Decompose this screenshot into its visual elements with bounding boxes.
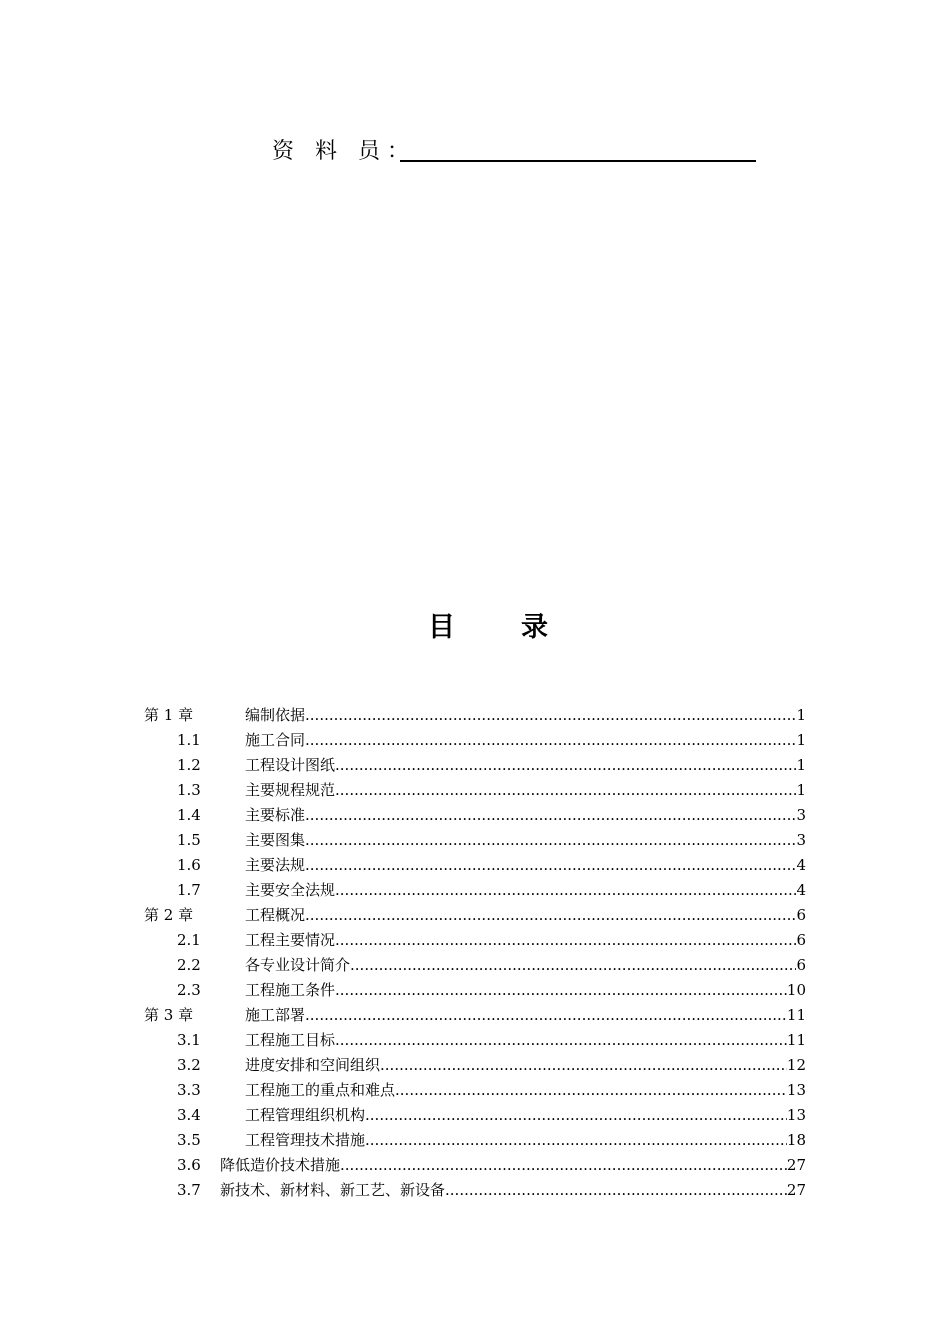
toc-entry-3-4[interactable] [144,1103,806,1128]
toc-entry-page: 1 [796,756,806,774]
toc-dot-leader [335,878,796,903]
toc-entry-text: 工程施工目标 [245,1028,335,1053]
toc-entry-text: 新技术、新材料、新工艺、新设备 [220,1178,445,1203]
toc-entry-1-7[interactable] [144,878,806,903]
toc-entry-page: 3 [796,831,806,849]
toc-entry-2-1[interactable] [144,928,806,953]
toc-entry-1-2[interactable] [144,753,806,778]
toc-entry-page: 1 [796,781,806,799]
toc-entry-1-1[interactable] [144,728,806,753]
toc-entry-3-7[interactable] [144,1178,806,1203]
toc-entry-number: 第 1 章 [144,706,194,724]
toc-entry-page: 13 [786,1106,806,1124]
toc-entry-text: 主要规程规范 [245,778,335,803]
toc-entry-chapter-1[interactable] [144,703,806,728]
toc-entry-number: 第 3 章 [144,1006,194,1024]
toc-entry-number: 第 2 章 [144,906,194,924]
signature-blank-line [400,160,756,162]
toc-entry-text: 主要法规 [245,853,305,878]
toc-dot-leader [305,728,796,753]
toc-entry-text: 工程主要情况 [245,928,335,953]
toc-entry-2-3[interactable] [144,978,806,1003]
toc-dot-leader [305,828,796,853]
toc-entry-number: 3.2 [177,1056,201,1074]
toc-entry-1-4[interactable] [144,803,806,828]
toc-dot-leader [350,953,796,978]
toc-dot-leader [305,803,796,828]
toc-entry-page: 18 [786,1131,806,1149]
toc-entry-page: 11 [786,1006,806,1024]
toc-dot-leader [335,1028,787,1053]
toc-entry-3-1[interactable] [144,1028,806,1053]
toc-entry-chapter-2[interactable] [144,903,806,928]
toc-entry-number: 3.5 [177,1131,201,1149]
toc-entry-text: 主要安全法规 [245,878,335,903]
toc-entry-page: 3 [796,806,806,824]
toc-entry-number: 3.1 [177,1031,201,1049]
toc-entry-number: 1.1 [177,731,201,749]
toc-dot-leader [335,778,796,803]
toc-entry-number: 3.4 [177,1106,201,1124]
toc-entry-2-2[interactable] [144,953,806,978]
toc-entry-3-5[interactable] [144,1128,806,1153]
toc-entry-page: 1 [796,731,806,749]
toc-entry-number: 1.3 [177,781,201,799]
toc-entry-number: 2.2 [177,956,201,974]
toc-entry-number: 2.3 [177,981,201,999]
toc-entry-page: 27 [786,1156,806,1174]
toc-entry-text: 施工合同 [245,728,305,753]
toc-dot-leader [365,1128,787,1153]
toc-dot-leader [445,1178,787,1203]
toc-entry-page: 6 [796,906,806,924]
toc-entry-number: 1.2 [177,756,201,774]
toc-entry-text: 工程设计图纸 [245,753,335,778]
toc-entry-text: 工程管理技术措施 [245,1128,365,1153]
toc-dot-leader [305,703,796,728]
signature-row [272,135,416,167]
toc-entry-page: 1 [796,706,806,724]
toc-entry-text: 主要图集 [245,828,305,853]
toc-entry-page: 6 [796,956,806,974]
toc-entry-page: 12 [786,1056,806,1074]
toc-entry-text: 主要标准 [245,803,305,828]
toc-entry-1-6[interactable] [144,853,806,878]
toc-entry-page: 4 [796,856,806,874]
toc-dot-leader [395,1078,787,1103]
toc-entry-number: 1.6 [177,856,201,874]
toc-entry-page: 27 [786,1181,806,1199]
toc-entry-text: 各专业设计简介 [245,953,350,978]
toc-entry-text: 编制依据 [245,703,305,728]
toc-entry-number: 2.1 [177,931,201,949]
toc-dot-leader [380,1053,787,1078]
toc-entry-chapter-3[interactable] [144,1003,806,1028]
toc-entry-text: 工程管理组织机构 [245,1103,365,1128]
records-clerk-label: 资 料 员： [272,139,416,164]
toc-entry-text: 施工部署 [245,1003,305,1028]
toc-dot-leader [335,978,787,1003]
toc-entry-number: 1.4 [177,806,201,824]
toc-entry-page: 6 [796,931,806,949]
toc-entry-text: 进度安排和空间组织 [245,1053,380,1078]
toc-entry-page: 4 [796,881,806,899]
toc-entry-number: 3.3 [177,1081,201,1099]
toc-entry-page: 11 [786,1031,806,1049]
toc-dot-leader [305,903,796,928]
toc-entry-1-3[interactable] [144,778,806,803]
toc-entry-page: 13 [786,1081,806,1099]
toc-entry-3-2[interactable] [144,1053,806,1078]
toc-list [144,703,806,1203]
toc-entry-number: 1.7 [177,881,201,899]
toc-dot-leader [335,753,796,778]
toc-dot-leader [305,1003,787,1028]
toc-title-char-2: 录 [521,612,548,643]
toc-title [428,610,548,646]
toc-entry-page: 10 [786,981,806,999]
toc-entry-number: 3.6 [177,1156,201,1174]
toc-dot-leader [340,1153,787,1178]
toc-entry-number: 3.7 [177,1181,201,1199]
toc-entry-3-3[interactable] [144,1078,806,1103]
toc-title-char-1: 目 [428,612,455,643]
toc-entry-text: 工程施工条件 [245,978,335,1003]
toc-entry-text: 工程概况 [245,903,305,928]
toc-entry-text: 工程施工的重点和难点 [245,1078,395,1103]
toc-dot-leader [335,928,796,953]
toc-entry-number: 1.5 [177,831,201,849]
toc-entry-3-6[interactable] [144,1153,806,1178]
toc-dot-leader [365,1103,787,1128]
toc-entry-text: 降低造价技术措施 [220,1153,340,1178]
toc-dot-leader [305,853,796,878]
toc-entry-1-5[interactable] [144,828,806,853]
